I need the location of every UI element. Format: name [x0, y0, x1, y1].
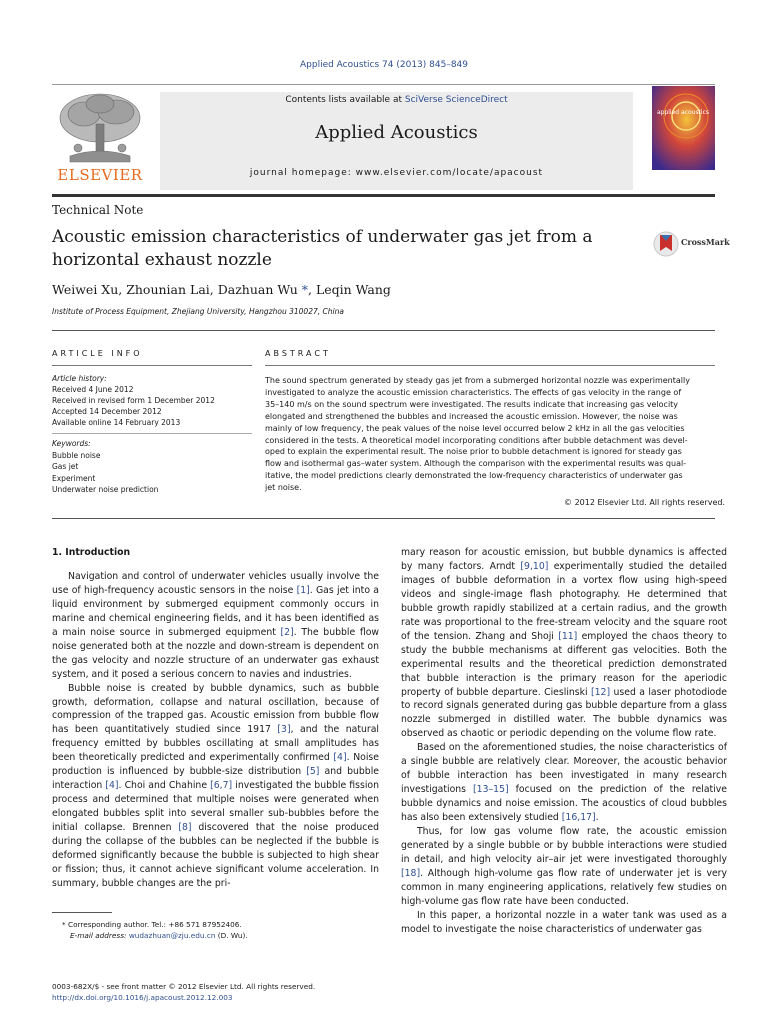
paragraph: [52, 682, 379, 891]
article-info-rule: [52, 365, 252, 366]
abstract-line: mainly of low frequency, the peak values of the noise level occurred below 2 kHz in all the gas velocities: [265, 423, 685, 433]
history-item: Accepted 14 December 2012: [52, 407, 162, 416]
left-paragraphs: [52, 570, 379, 891]
abstract-line: The sound spectrum generated by steady gas jet from a submerged horizontal nozzle was experimentally: [265, 376, 690, 385]
abstract-line: jet noise.: [265, 483, 302, 493]
paragraph-text: and bubble interaction: [52, 766, 379, 792]
abstract-copyright: © 2012 Elsevier Ltd. All rights reserved.: [564, 498, 725, 507]
email-label: E-mail address:: [70, 931, 129, 940]
history-item: Available online 14 February 2013: [52, 418, 181, 427]
section-heading: 1. Introduction: [52, 547, 131, 558]
citation-link[interactable]: [9,10]: [520, 560, 549, 572]
keywords-label: Keywords:: [52, 439, 91, 448]
paragraph-text: Based on the aforementioned studies, the noise characteristics of a single bubble are relatively clear. Moreover, the acoustic behavior of bubble interaction has been investigated in many research investigations: [401, 742, 727, 796]
abstract-line: oped to explain the experimental result. The noise prior to bubble detachment is ignored for steady gas: [265, 447, 682, 457]
paragraph: [401, 909, 727, 937]
doi-link[interactable]: http://dx.doi.org/10.1016/j.apacoust.2012.12.003: [52, 992, 233, 1002]
email-link[interactable]: wudazhuan@zju.edu.cn: [128, 931, 216, 940]
contents-prefix: Contents lists available at: [285, 95, 405, 105]
paragraph-text: In this paper, a horizontal nozzle in a water tank was used as a model to investigate the noise characteristics of underwater gas: [401, 909, 727, 935]
paragraph-text: Navigation and control of underwater vehicles usually involve the use of high-frequency acoustic sensors in the noise: [52, 570, 379, 596]
citation-link[interactable]: [13–15]: [473, 784, 509, 796]
citation-link[interactable]: [3]: [277, 724, 291, 736]
paragraph-text: experimentally studied the detailed images of bubble deformation in a vortex flow using high-speed videos and single-image flash photography. He determined that bubble growth rapidly stabilized at a certain radius, and the growth rate was proportional to the free-stream velocity and the square root of the tension. Zhang and Shoji: [401, 560, 727, 642]
journal-homepage[interactable]: journal homepage: www.elsevier.com/locate/apacoust: [249, 168, 544, 178]
email-suffix: (D. Wu).: [215, 931, 248, 940]
keyword: Experiment: [52, 473, 96, 483]
paragraph-text: used a laser photodiode to record signals generated during gas bubble departure from a glass nozzle submerged in distilled water. The bubble dynamics was observed as chaotic or periodic depending on the volume flow rate.: [401, 686, 727, 740]
citation-link[interactable]: [5]: [306, 766, 320, 778]
sciencedirect-link[interactable]: SciVerse ScienceDirect: [404, 95, 508, 105]
header-rule-bottom: [52, 194, 715, 197]
keywords-rule: [52, 433, 252, 434]
affiliation-rule: [52, 330, 715, 331]
author-list: [52, 282, 391, 297]
article-title: Acoustic emission characteristics of underwater gas jet from a horizontal exhaust nozzle: [52, 227, 593, 270]
abstract-line: flow and isothermal gas–water system. Although the comparison with the experimental results was qual-: [265, 459, 687, 469]
history-item: Received in revised form 1 December 2012: [52, 396, 215, 405]
abstract-line: 35–140 m/s on the sound spectrum were investigated. The results indicate that increasing gas velocity: [265, 399, 679, 409]
paragraph-text: Thus, for low gas volume flow rate, the acoustic emission generated by a single bubble or by bubble interactions were studied in detail, and high velocity air–air jet were investigated thoroughly: [401, 826, 727, 865]
citation-link[interactable]: [2]: [280, 626, 294, 638]
corresponding-author-mark[interactable]: *: [297, 282, 308, 297]
paragraph: [401, 546, 727, 741]
paragraph-text: employed the chaos theory to study the bubble mechanisms at different gas velocities. Both the experimental results and the theoretical prediction demonstrated that bubble interaction is the primary reason for the aperiodic property of bubble departure. Cieslinski: [401, 630, 727, 698]
article-info-heading: ARTICLE INFO: [52, 349, 143, 358]
paragraph-text: mary reason for acoustic emission, but bubble dynamics is affected by many factors. Arndt: [401, 547, 727, 572]
paragraph-text: discovered that the noise produced during the collapse of the bubbles can be neglected if the bubble is deformed significantly because the bubble is subjected to high shear or fission; thus, it cannot achieve significant volume acceleration. In summary, bubble changes are the pri-: [52, 822, 379, 889]
abstract-line: elongated and strengthened the bubbles and increased the acoustic emission. However, the noise was: [265, 411, 678, 421]
citation-link[interactable]: [8]: [178, 822, 192, 834]
history-item: Received 4 June 2012: [52, 385, 134, 394]
header-rule-top: [52, 84, 715, 85]
paragraph-text: . Choi and Chahine: [118, 780, 211, 792]
paragraph-text: . The bubble flow noise generated both at the nozzle and down-stream is dependent on the gas velocity and nozzle structure of an underwater gas exhaust system, and it posed a serious concern to navies and industries.: [52, 626, 379, 680]
right-paragraphs: [401, 546, 727, 937]
journal-reference[interactable]: Applied Acoustics 74 (2013) 845–849: [299, 60, 469, 70]
cover-title: applied acoustics: [656, 109, 710, 116]
abstract-line: investigated to analyze the acoustic emission characteristics. The effects of gas velocity in the range of: [265, 387, 682, 397]
citation-link[interactable]: [4]: [105, 780, 119, 792]
paragraph-text: . Although high-volume gas flow rate of underwater jet is very common in many engineering applications, relatively few studies on high-volume gas flow rate have been conducted.: [401, 867, 727, 907]
journal-cover-image[interactable]: [652, 86, 715, 170]
abstract-rule: [265, 365, 715, 366]
keyword: Underwater noise prediction: [52, 485, 159, 494]
paragraph-text: Bubble noise is created by bubble dynamics, such as bubble growth, deformation, collapse and natural oscillation, because of compression of the trapped gas. Acoustic emission from bubble flow has been quantitatively studied since 1917: [52, 682, 379, 736]
paragraph-text: . Noise production is influenced by bubble-size distribution: [52, 752, 379, 778]
body-column-left: [52, 546, 379, 891]
issn-line: 0003-682X/$ - see front matter © 2012 Elsevier Ltd. All rights reserved.: [52, 982, 316, 991]
paragraph: [401, 825, 727, 909]
authors-first: Weiwei Xu, Zhounian Lai, Dazhuan Wu: [52, 282, 298, 297]
paragraph-text: , and the natural frequency emitted by bubbles oscillating at small amplitudes has been theoretically predicted and experimentally confirmed: [52, 724, 379, 764]
paragraph-text: .: [595, 812, 599, 824]
corresponding-note: * Corresponding author. Tel.: +86 571 87952406.: [62, 920, 242, 929]
footnote: [52, 919, 379, 941]
citation-link[interactable]: [18]: [401, 867, 421, 879]
front-matter: [52, 982, 379, 1003]
history-label: Article history:: [52, 374, 107, 383]
article-type: Technical Note: [52, 203, 144, 217]
citation-link[interactable]: [1]: [296, 584, 310, 596]
publisher-wordmark: ELSEVIER: [57, 166, 143, 184]
authors-last: , Leqin Wang: [308, 282, 391, 297]
citation-link[interactable]: [4]: [333, 752, 347, 764]
keyword: Gas jet: [52, 462, 79, 471]
crossmark-label: CrossMark: [681, 237, 730, 247]
abstract-line: itative, the model predictions clearly demonstrated the low-frequency characteristics of underwater gas: [265, 471, 683, 481]
citation-link[interactable]: [12]: [591, 686, 611, 698]
journal-title: Applied Acoustics: [315, 122, 478, 143]
article-history: [52, 373, 252, 428]
body-column-right: [401, 546, 727, 937]
abstract-text: [265, 375, 728, 494]
paragraph-text: . Gas jet into a liquid environment by submerged equipment commonly occurs in marine and chemical engineering fields, and it has been identified as a main noise source in submerged equipment: [52, 584, 379, 638]
citation-link[interactable]: [6,7]: [210, 780, 233, 792]
paragraph: [52, 570, 379, 682]
paragraph: [401, 741, 727, 825]
paragraph-text: investigated the bubble fission process and determined that multiple noises were generated when elongated bubbles split into several smaller sub-bubbles before the initial collapse. Brennen: [52, 780, 379, 834]
contents-line: [160, 95, 633, 105]
abstract-end-rule: [52, 518, 715, 519]
keywords: [52, 438, 252, 496]
affiliation: Institute of Process Equipment, Zhejiang University, Hangzhou 310027, China: [52, 307, 344, 316]
citation-link[interactable]: [16,17]: [561, 812, 596, 824]
paragraph-text: focused on the prediction of the relative bubble dynamics and noise emission. The acoustics of cloud bubbles has also been extensively studied: [401, 784, 727, 824]
citation-link[interactable]: [11]: [558, 630, 578, 642]
abstract-line: considered in the tests. A theoretical model incorporating conditions after bubble detachment was devel-: [265, 435, 688, 445]
footnote-rule: [52, 912, 112, 913]
abstract-heading: ABSTRACT: [265, 349, 331, 358]
keyword: Bubble noise: [52, 450, 101, 460]
